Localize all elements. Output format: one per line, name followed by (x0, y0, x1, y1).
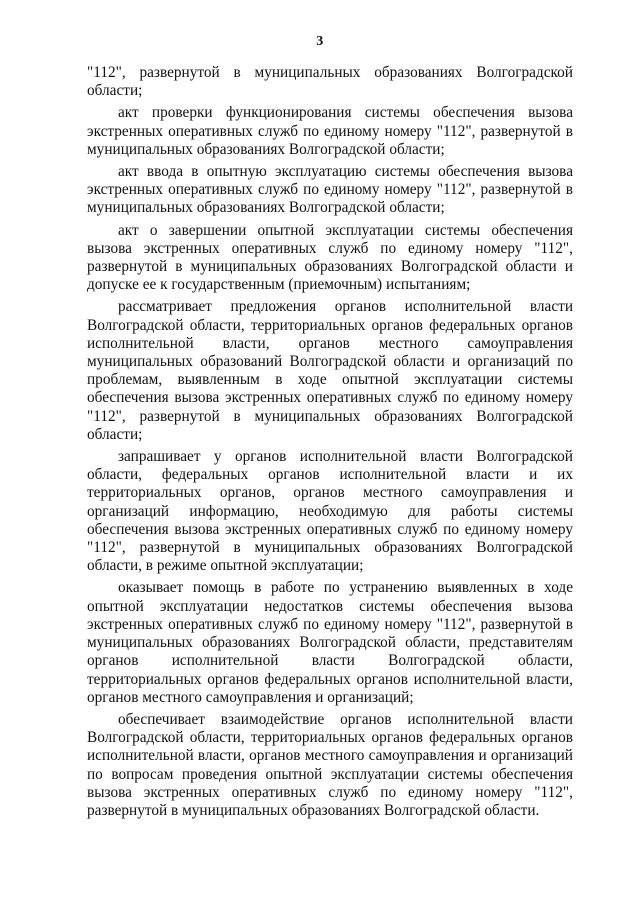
page-number: 3 (316, 34, 324, 49)
paragraph-ensures-interaction: обеспечивает взаимодействие органов исполнительной власти Волгоградской области, территориальных органов федеральных органов исполнительной власти, органов местного самоуправления и организаций по вопросам проведения опытной эксплуатации системы обеспечения вызова экстренных оперативных служб по единому номеру "112", развернутой в муниципальных образованиях Волгоградской области. (87, 710, 573, 819)
document-body (87, 64, 573, 820)
paragraph-reviews-proposals: рассматривает предложения органов исполнительной власти Волгоградской области, территориальных органов федеральных органов исполнительной власти, органов местного самоуправления муниципальных образований Волгоградской области и организаций по проблемам, выявленным в ходе опытной эксплуатации системы обеспечения вызова экстренных оперативных служб по единому номеру "112", развернутой в муниципальных образованиях Волгоградской области; (87, 298, 573, 443)
paragraph-act-verification: акт проверки функционирования системы обеспечения вызова экстренных оперативных служб по единому номеру "112", развернутой в муниципальных образованиях Волгоградской области; (87, 104, 573, 158)
paragraph-continuation: "112", развернутой в муниципальных образованиях Волгоградской области; (87, 64, 573, 100)
paragraph-provides-assistance: оказывает помощь в работе по устранению выявленных в ходе опытной эксплуатации недостатков системы обеспечения вызова экстренных оперативных служб по единому номеру "112", развернутой в муниципальных образованиях Волгоградской области, представителям органов исполнительной власти Волгоградской области, территориальных органов федеральных органов исполнительной власти, органов местного самоуправления и организаций; (87, 579, 573, 706)
paragraph-requests-information: запрашивает у органов исполнительной власти Волгоградской области, федеральных органов исполнительной власти и их территориальных органов, органов местного самоуправления и организаций информацию, необходимую для работы системы обеспечения вызова экстренных оперативных служб по единому номеру "112", развернутой в муниципальных образованиях Волгоградской области, в режиме опытной эксплуатации; (87, 448, 573, 575)
paragraph-act-trial-start: акт ввода в опытную эксплуатацию системы обеспечения вызова экстренных оперативных служб по единому номеру "112", развернутой в муниципальных образованиях Волгоградской области; (87, 163, 573, 217)
paragraph-act-trial-completion: акт о завершении опытной эксплуатации системы обеспечения вызова экстренных оперативных служб по единому номеру "112", развернутой в муниципальных образованиях Волгоградской области и допуске ее к государственным (приемочным) испытаниям; (87, 221, 573, 294)
